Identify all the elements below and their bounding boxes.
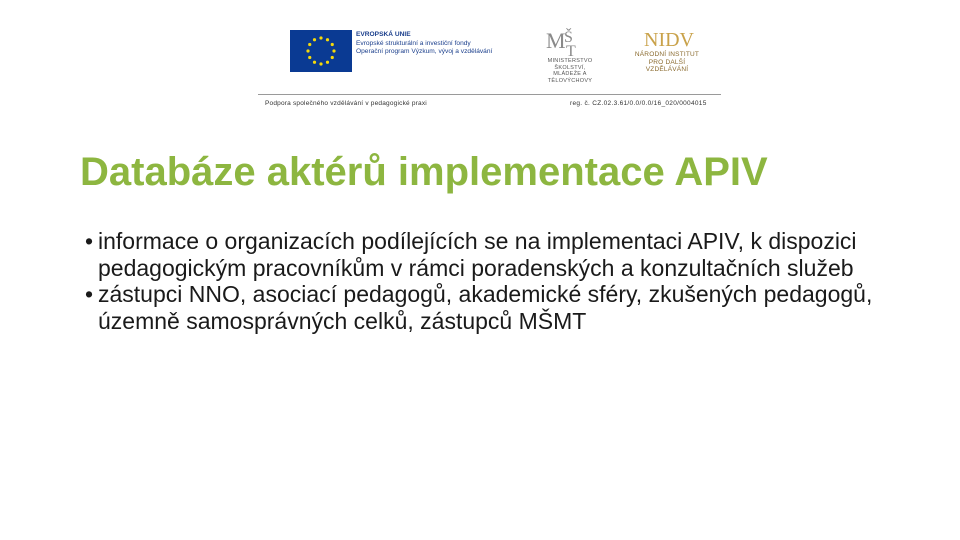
eu-star-icon	[308, 43, 311, 46]
registration-number: reg. č. CZ.02.3.61/0.0/0.0/16_020/0004015	[570, 100, 707, 107]
eu-star-icon	[331, 56, 334, 59]
eu-funds-label: Evropské strukturální a investiční fondy	[356, 39, 471, 47]
logo-bar	[290, 24, 720, 84]
svg-text:T: T	[566, 43, 576, 60]
msmt-line-1: MINISTERSTVO ŠKOLSTVÍ,	[547, 58, 593, 71]
project-name: Podpora společného vzdělávání v pedagogické praxi	[265, 100, 427, 107]
eu-star-icon	[326, 61, 329, 64]
eu-star-icon	[319, 62, 322, 65]
eu-logo-text	[356, 31, 492, 57]
eu-star-icon	[319, 36, 322, 39]
msmt-logo-text	[532, 58, 608, 84]
eu-label: EVROPSKÁ UNIE	[356, 31, 411, 38]
eu-star-icon	[332, 49, 335, 52]
eu-stars-icon	[290, 30, 352, 72]
msmt-line-2: MLÁDEŽE A TĚLOVÝCHOVY	[547, 71, 593, 84]
header-divider	[258, 94, 721, 95]
svg-text:Š: Š	[564, 29, 573, 46]
nidv-line-3: VZDĚLÁVÁNÍ	[645, 66, 689, 74]
svg-text:NIDV: NIDV	[644, 29, 694, 51]
bullet-item: • informace o organizacích podílejících se na implementaci APIV, k dispozici pedagogickým pracovníkům v rámci poradenských a konzultačních služeb	[86, 228, 916, 281]
eu-star-icon	[308, 56, 311, 59]
eu-star-icon	[331, 43, 334, 46]
bullet-list	[86, 228, 916, 334]
bullet-item: • zástupci NNO, asociací pedagogů, akademické sféry, zkušených pedagogů, územně samosprávných celků, zástupců MŠMT	[86, 281, 916, 334]
eu-flag-logo	[290, 30, 352, 72]
nidv-line-2: PRO DALŠÍ	[648, 58, 686, 66]
nidv-line-1: NÁRODNÍ INSTITUT	[634, 51, 700, 58]
eu-program-label: Operační program Výzkum, vývoj a vzdělávání	[356, 48, 493, 56]
nidv-logo-text	[630, 51, 704, 74]
eu-star-icon	[306, 49, 309, 52]
svg-text:M: M	[546, 28, 566, 53]
slide-title: Databáze aktérů implementace APIV	[80, 150, 768, 194]
eu-star-icon	[326, 38, 329, 41]
eu-star-icon	[313, 38, 316, 41]
eu-star-icon	[313, 61, 316, 64]
